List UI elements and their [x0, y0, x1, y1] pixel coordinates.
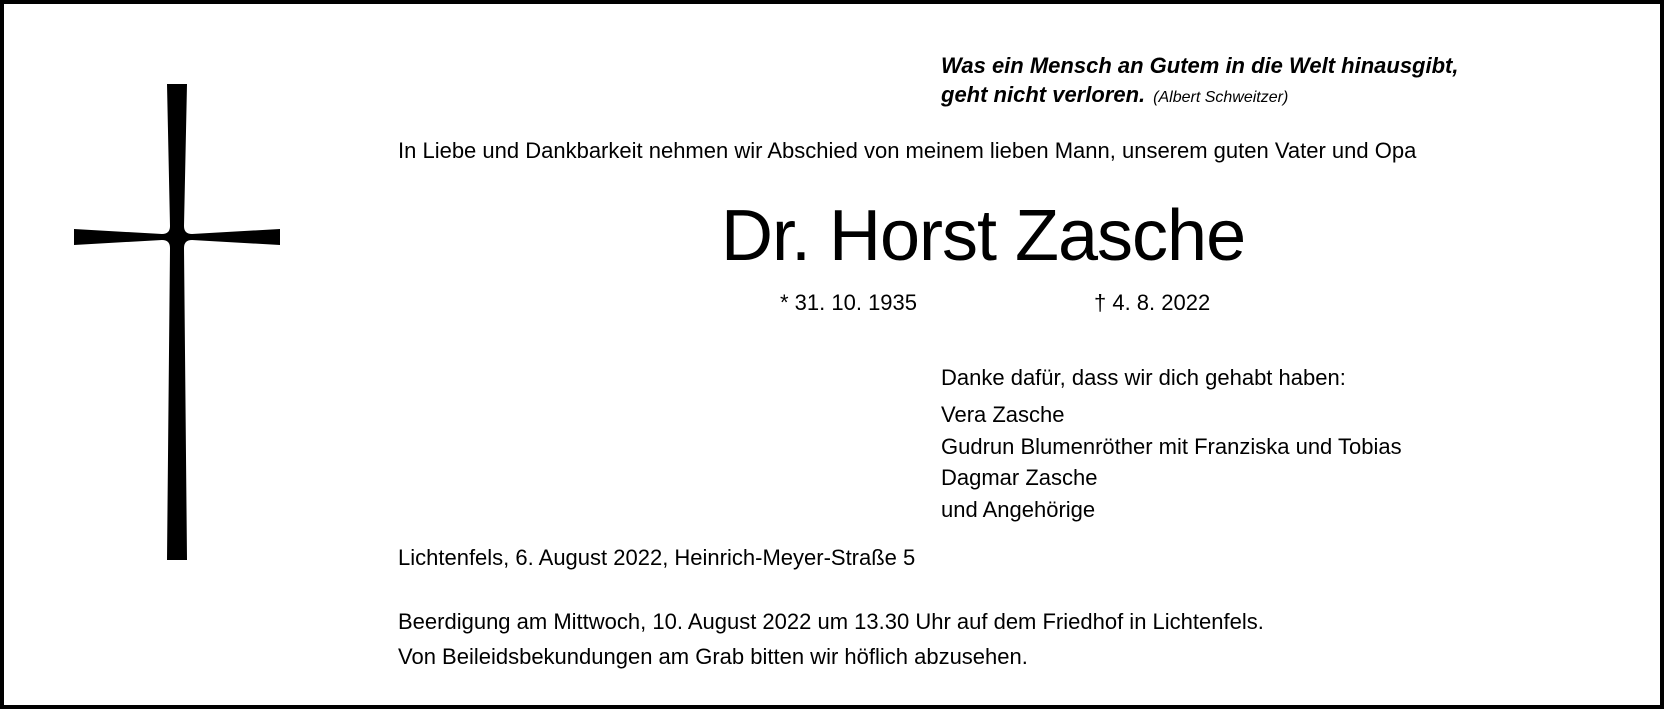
cross-icon: [74, 84, 280, 560]
funeral-line-1: Beerdigung am Mittwoch, 10. August 2022 um 13.30 Uhr auf dem Friedhof in Lichtenfels.: [398, 609, 1264, 634]
motto-line-2-wrap: [941, 80, 1458, 112]
death-date: † 4. 8. 2022: [1094, 290, 1211, 315]
mourner-item: Gudrun Blumenröther mit Franziska und Tobias: [941, 433, 1402, 459]
thanks-text: Danke dafür, dass wir dich gehabt haben:: [941, 365, 1346, 390]
mourner-item: und Angehörige: [941, 496, 1096, 522]
place-date: Lichtenfels, 6. August 2022, Heinrich-Meyer-Straße 5: [398, 545, 916, 570]
birth-date: * 31. 10. 1935: [780, 290, 918, 315]
motto-author: (Albert Schweitzer): [1153, 89, 1289, 106]
mourner-item: Dagmar Zasche: [941, 465, 1098, 490]
intro-text: In Liebe und Dankbarkeit nehmen wir Abschied von meinem lieben Mann, unserem guten Vater und Opa: [398, 138, 1417, 163]
motto-quote: [941, 51, 1458, 112]
funeral-info: [398, 604, 1264, 674]
mourner-item: Vera Zasche: [941, 402, 1065, 427]
mourners-list: [941, 399, 1402, 525]
funeral-line-2: Von Beileidsbekundungen am Grab bitten wir höflich abzusehen.: [398, 644, 1028, 669]
motto-line-2: geht nicht verloren.: [941, 82, 1146, 107]
motto-line-1: Was ein Mensch an Gutem in die Welt hinausgibt,: [941, 53, 1459, 78]
deceased-name: Dr. Horst Zasche: [721, 196, 1246, 276]
